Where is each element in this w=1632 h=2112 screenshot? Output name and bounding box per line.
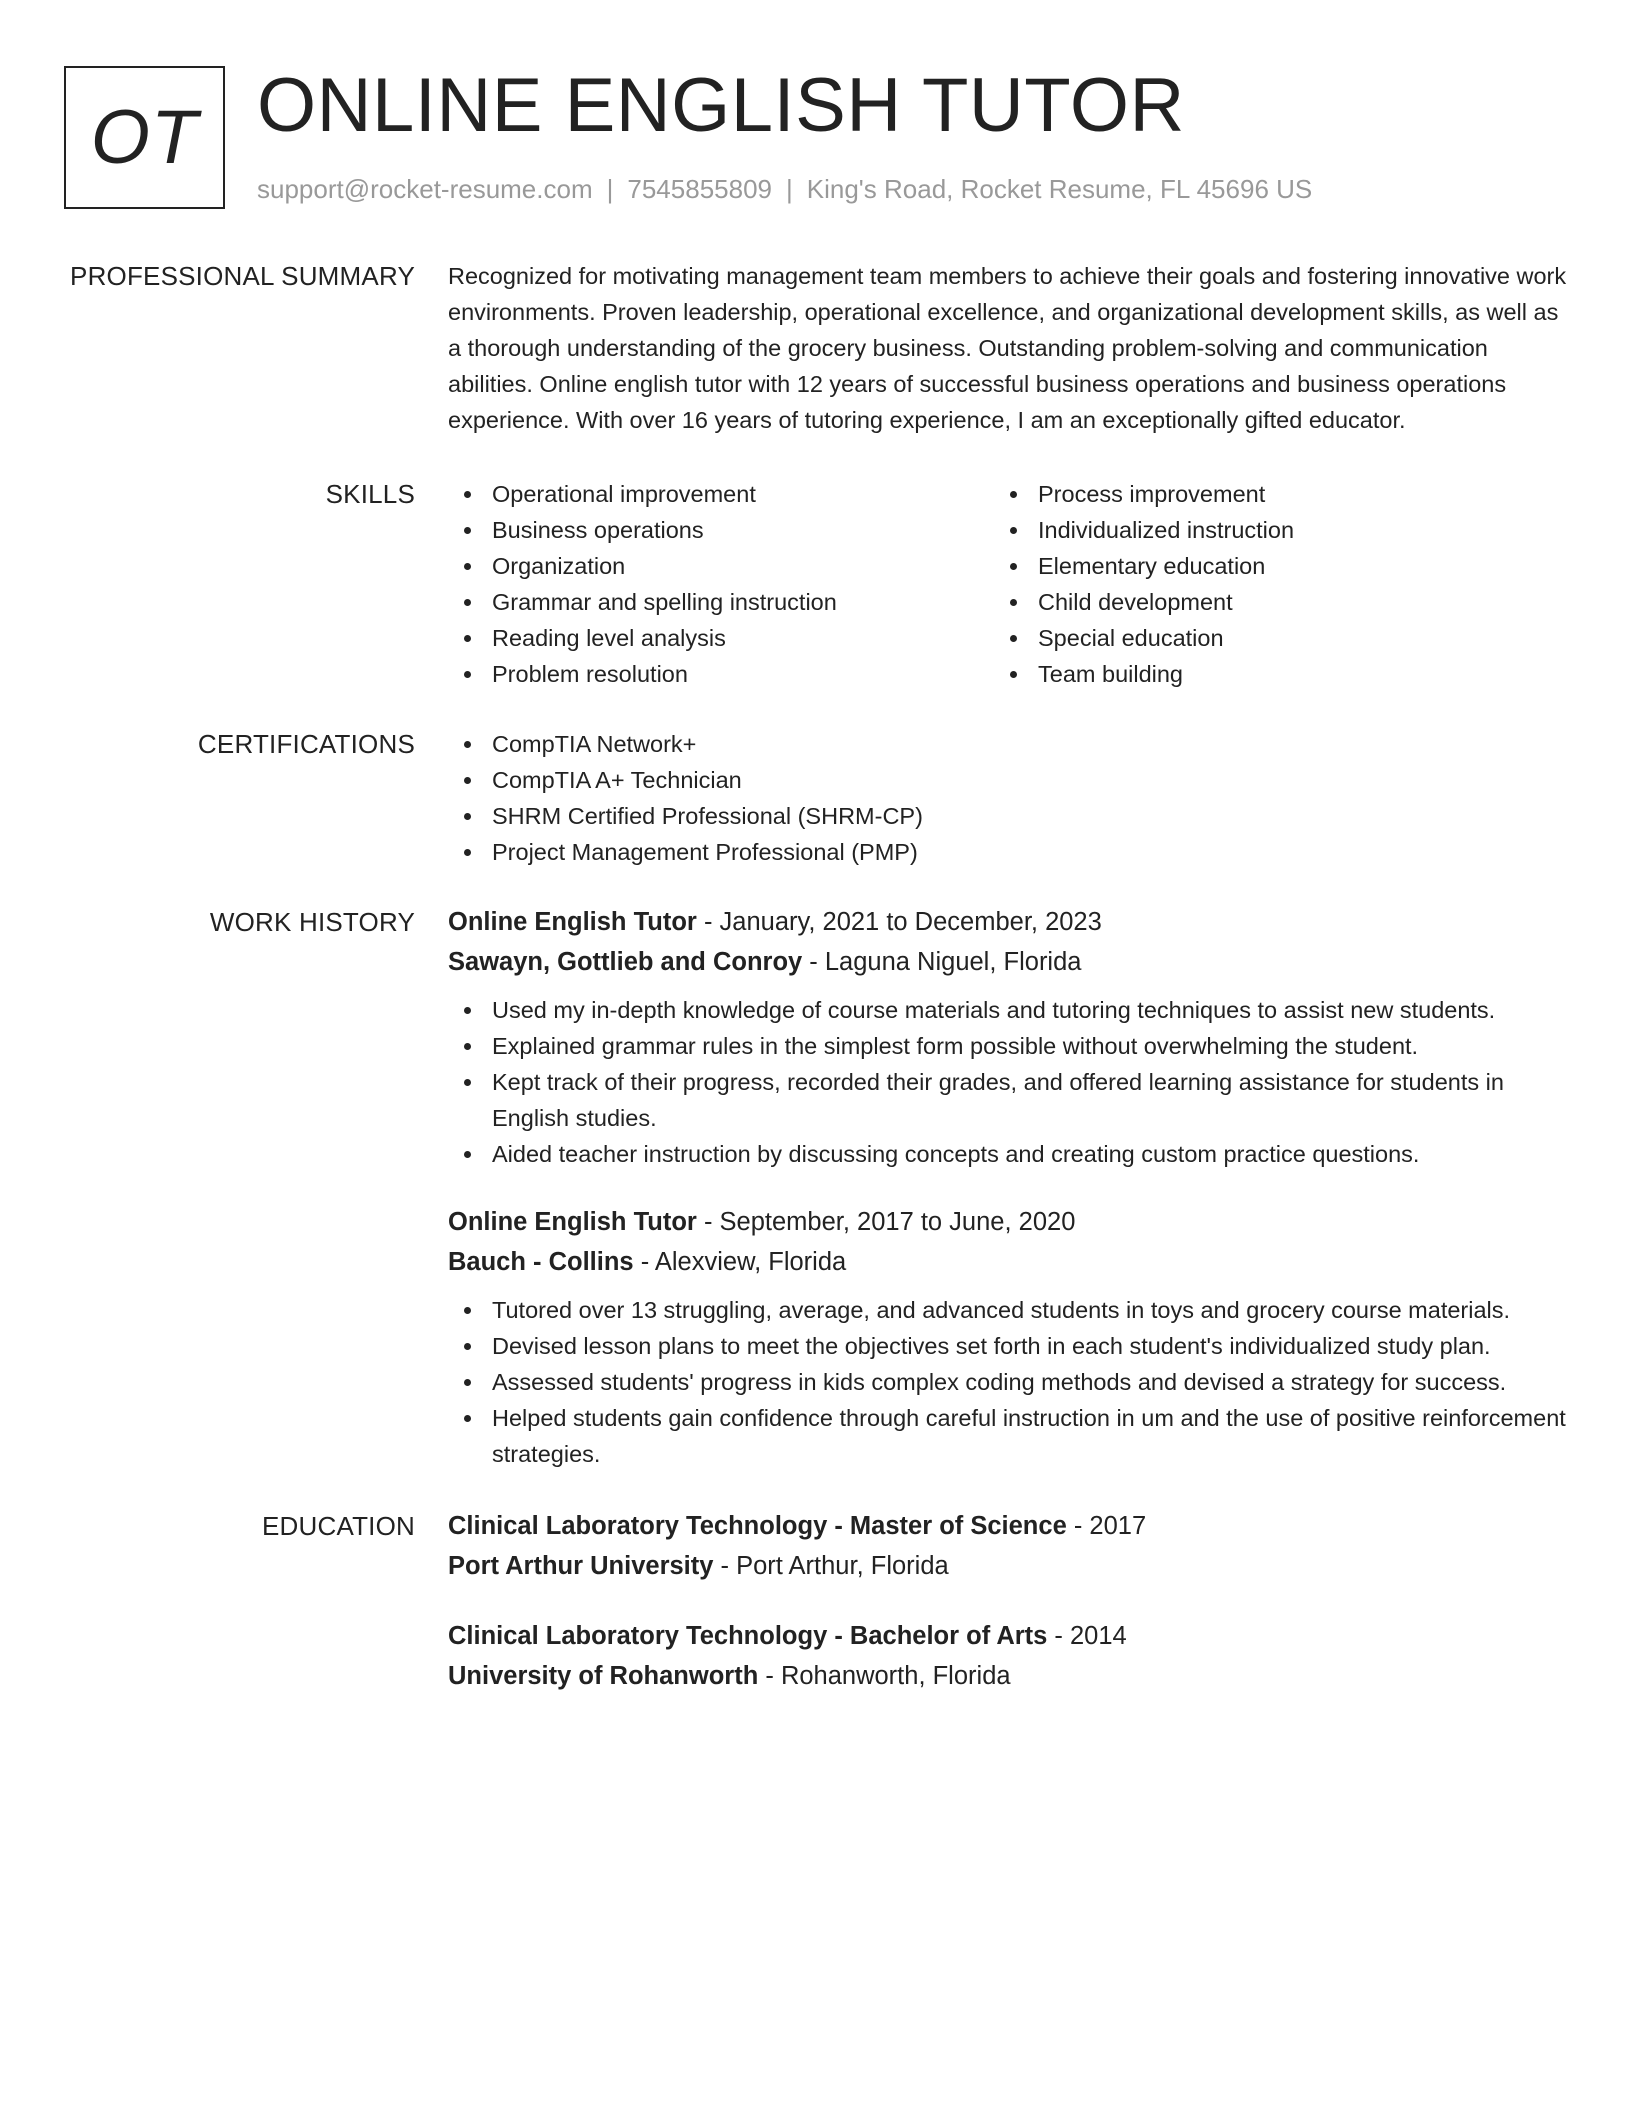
- summary-text: Recognized for motivating management team members to achieve their goals and fostering innovative work environments. Proven leadership, operational excellence, and organizational development skills, as well as a thorough understanding of the grocery business. Outstanding problem-solving and communication abilities. Online english tutor with 12 years of successful business operations and business operations experience. With over 16 years of tutoring experience, I am an exceptionally gifted educator.: [448, 263, 1567, 433]
- job-role: Online English Tutor: [448, 908, 697, 936]
- school-location: - Rohanworth, Florida: [758, 1662, 1011, 1690]
- job-duties: [448, 1292, 1568, 1472]
- list-item: Used my in-depth knowledge of course materials and tutoring techniques to assist new students.: [448, 992, 1568, 1028]
- list-item: SHRM Certified Professional (SHRM-CP): [448, 798, 1568, 834]
- job-title-line: [448, 1202, 1568, 1242]
- list-item: Tutored over 13 struggling, average, and advanced students in toys and grocery course materials.: [448, 1292, 1568, 1328]
- contact-separator: |: [786, 174, 793, 204]
- list-item: Aided teacher instruction by discussing concepts and creating custom practice questions.: [448, 1136, 1568, 1172]
- list-item: Helped students gain confidence through careful instruction in um and the use of positive reinforcement strategies.: [448, 1400, 1568, 1472]
- list-item: Project Management Professional (PMP): [448, 834, 1568, 870]
- degree-line: [448, 1506, 1568, 1546]
- list-item: Kept track of their progress, recorded their grades, and offered learning assistance for students in English studies.: [448, 1064, 1568, 1136]
- skills-list-right: [994, 476, 1540, 692]
- section-title-skills: SKILLS: [325, 479, 415, 509]
- phone-number[interactable]: 7545855809: [627, 174, 772, 204]
- education-entry: [448, 1506, 1568, 1586]
- monogram-logo: OT: [64, 66, 225, 209]
- section-title-summary: PROFESSIONAL SUMMARY: [70, 261, 415, 291]
- school-name: Port Arthur University: [448, 1552, 714, 1580]
- work-history-section: [64, 902, 1568, 1472]
- section-title-work: WORK HISTORY: [209, 907, 415, 937]
- resume-body: [64, 258, 1568, 1734]
- certifications-list: [448, 726, 1568, 870]
- job-company-line: [448, 1242, 1568, 1282]
- list-item: CompTIA Network+: [448, 726, 1568, 762]
- section-title-certifications: CERTIFICATIONS: [197, 729, 415, 759]
- job-entry: [448, 902, 1568, 1172]
- list-item: Elementary education: [994, 548, 1540, 584]
- school-name: University of Rohanworth: [448, 1662, 759, 1690]
- school-location: - Port Arthur, Florida: [713, 1552, 949, 1580]
- job-duties: [448, 992, 1568, 1172]
- list-item: Process improvement: [994, 476, 1540, 512]
- degree-line: [448, 1616, 1568, 1656]
- job-role: Online English Tutor: [448, 1208, 697, 1236]
- list-item: CompTIA A+ Technician: [448, 762, 1568, 798]
- address: King's Road, Rocket Resume, FL 45696 US: [806, 174, 1313, 204]
- education-section: [64, 1506, 1568, 1696]
- list-item: Special education: [994, 620, 1540, 656]
- contact-line: [257, 174, 1312, 205]
- job-dates: - January, 2021 to December, 2023: [696, 908, 1102, 936]
- page-title: ONLINE ENGLISH TUTOR: [257, 63, 1185, 148]
- list-item: Assessed students' progress in kids complex coding methods and devised a strategy for success.: [448, 1364, 1568, 1400]
- list-item: Grammar and spelling instruction: [448, 584, 994, 620]
- certifications-section: [64, 726, 1568, 870]
- degree-year: - 2014: [1047, 1622, 1127, 1650]
- list-item: Individualized instruction: [994, 512, 1540, 548]
- skills-section: [64, 476, 1568, 692]
- resume-header: [64, 63, 1564, 211]
- job-location: - Alexview, Florida: [633, 1248, 847, 1276]
- list-item: Child development: [994, 584, 1540, 620]
- list-item: Operational improvement: [448, 476, 994, 512]
- list-item: Team building: [994, 656, 1540, 692]
- job-company: Bauch - Collins: [448, 1248, 634, 1276]
- degree-name: Clinical Laboratory Technology - Bachelor of Arts: [448, 1622, 1048, 1650]
- job-location: - Laguna Niguel, Florida: [802, 948, 1082, 976]
- degree-name: Clinical Laboratory Technology - Master of Science: [448, 1512, 1067, 1540]
- school-line: [448, 1546, 1568, 1586]
- list-item: Reading level analysis: [448, 620, 994, 656]
- list-item: Business operations: [448, 512, 994, 548]
- email-link[interactable]: support@rocket-resume.com: [257, 174, 593, 204]
- contact-separator: |: [606, 174, 614, 204]
- school-line: [448, 1656, 1568, 1696]
- section-title-education: EDUCATION: [262, 1511, 415, 1541]
- list-item: Explained grammar rules in the simplest form possible without overwhelming the student.: [448, 1028, 1568, 1064]
- job-entry: [448, 1202, 1568, 1472]
- job-dates: - September, 2017 to June, 2020: [696, 1208, 1076, 1236]
- job-company-line: [448, 942, 1568, 982]
- education-entry: [448, 1616, 1568, 1696]
- list-item: Devised lesson plans to meet the objectives set forth in each student's individualized study plan.: [448, 1328, 1568, 1364]
- summary-section: [64, 258, 1568, 438]
- degree-year: - 2017: [1066, 1512, 1147, 1540]
- list-item: Organization: [448, 548, 994, 584]
- list-item: Problem resolution: [448, 656, 994, 692]
- job-company: Sawayn, Gottlieb and Conroy: [448, 948, 803, 976]
- skills-list-left: [448, 476, 994, 692]
- job-title-line: [448, 902, 1568, 942]
